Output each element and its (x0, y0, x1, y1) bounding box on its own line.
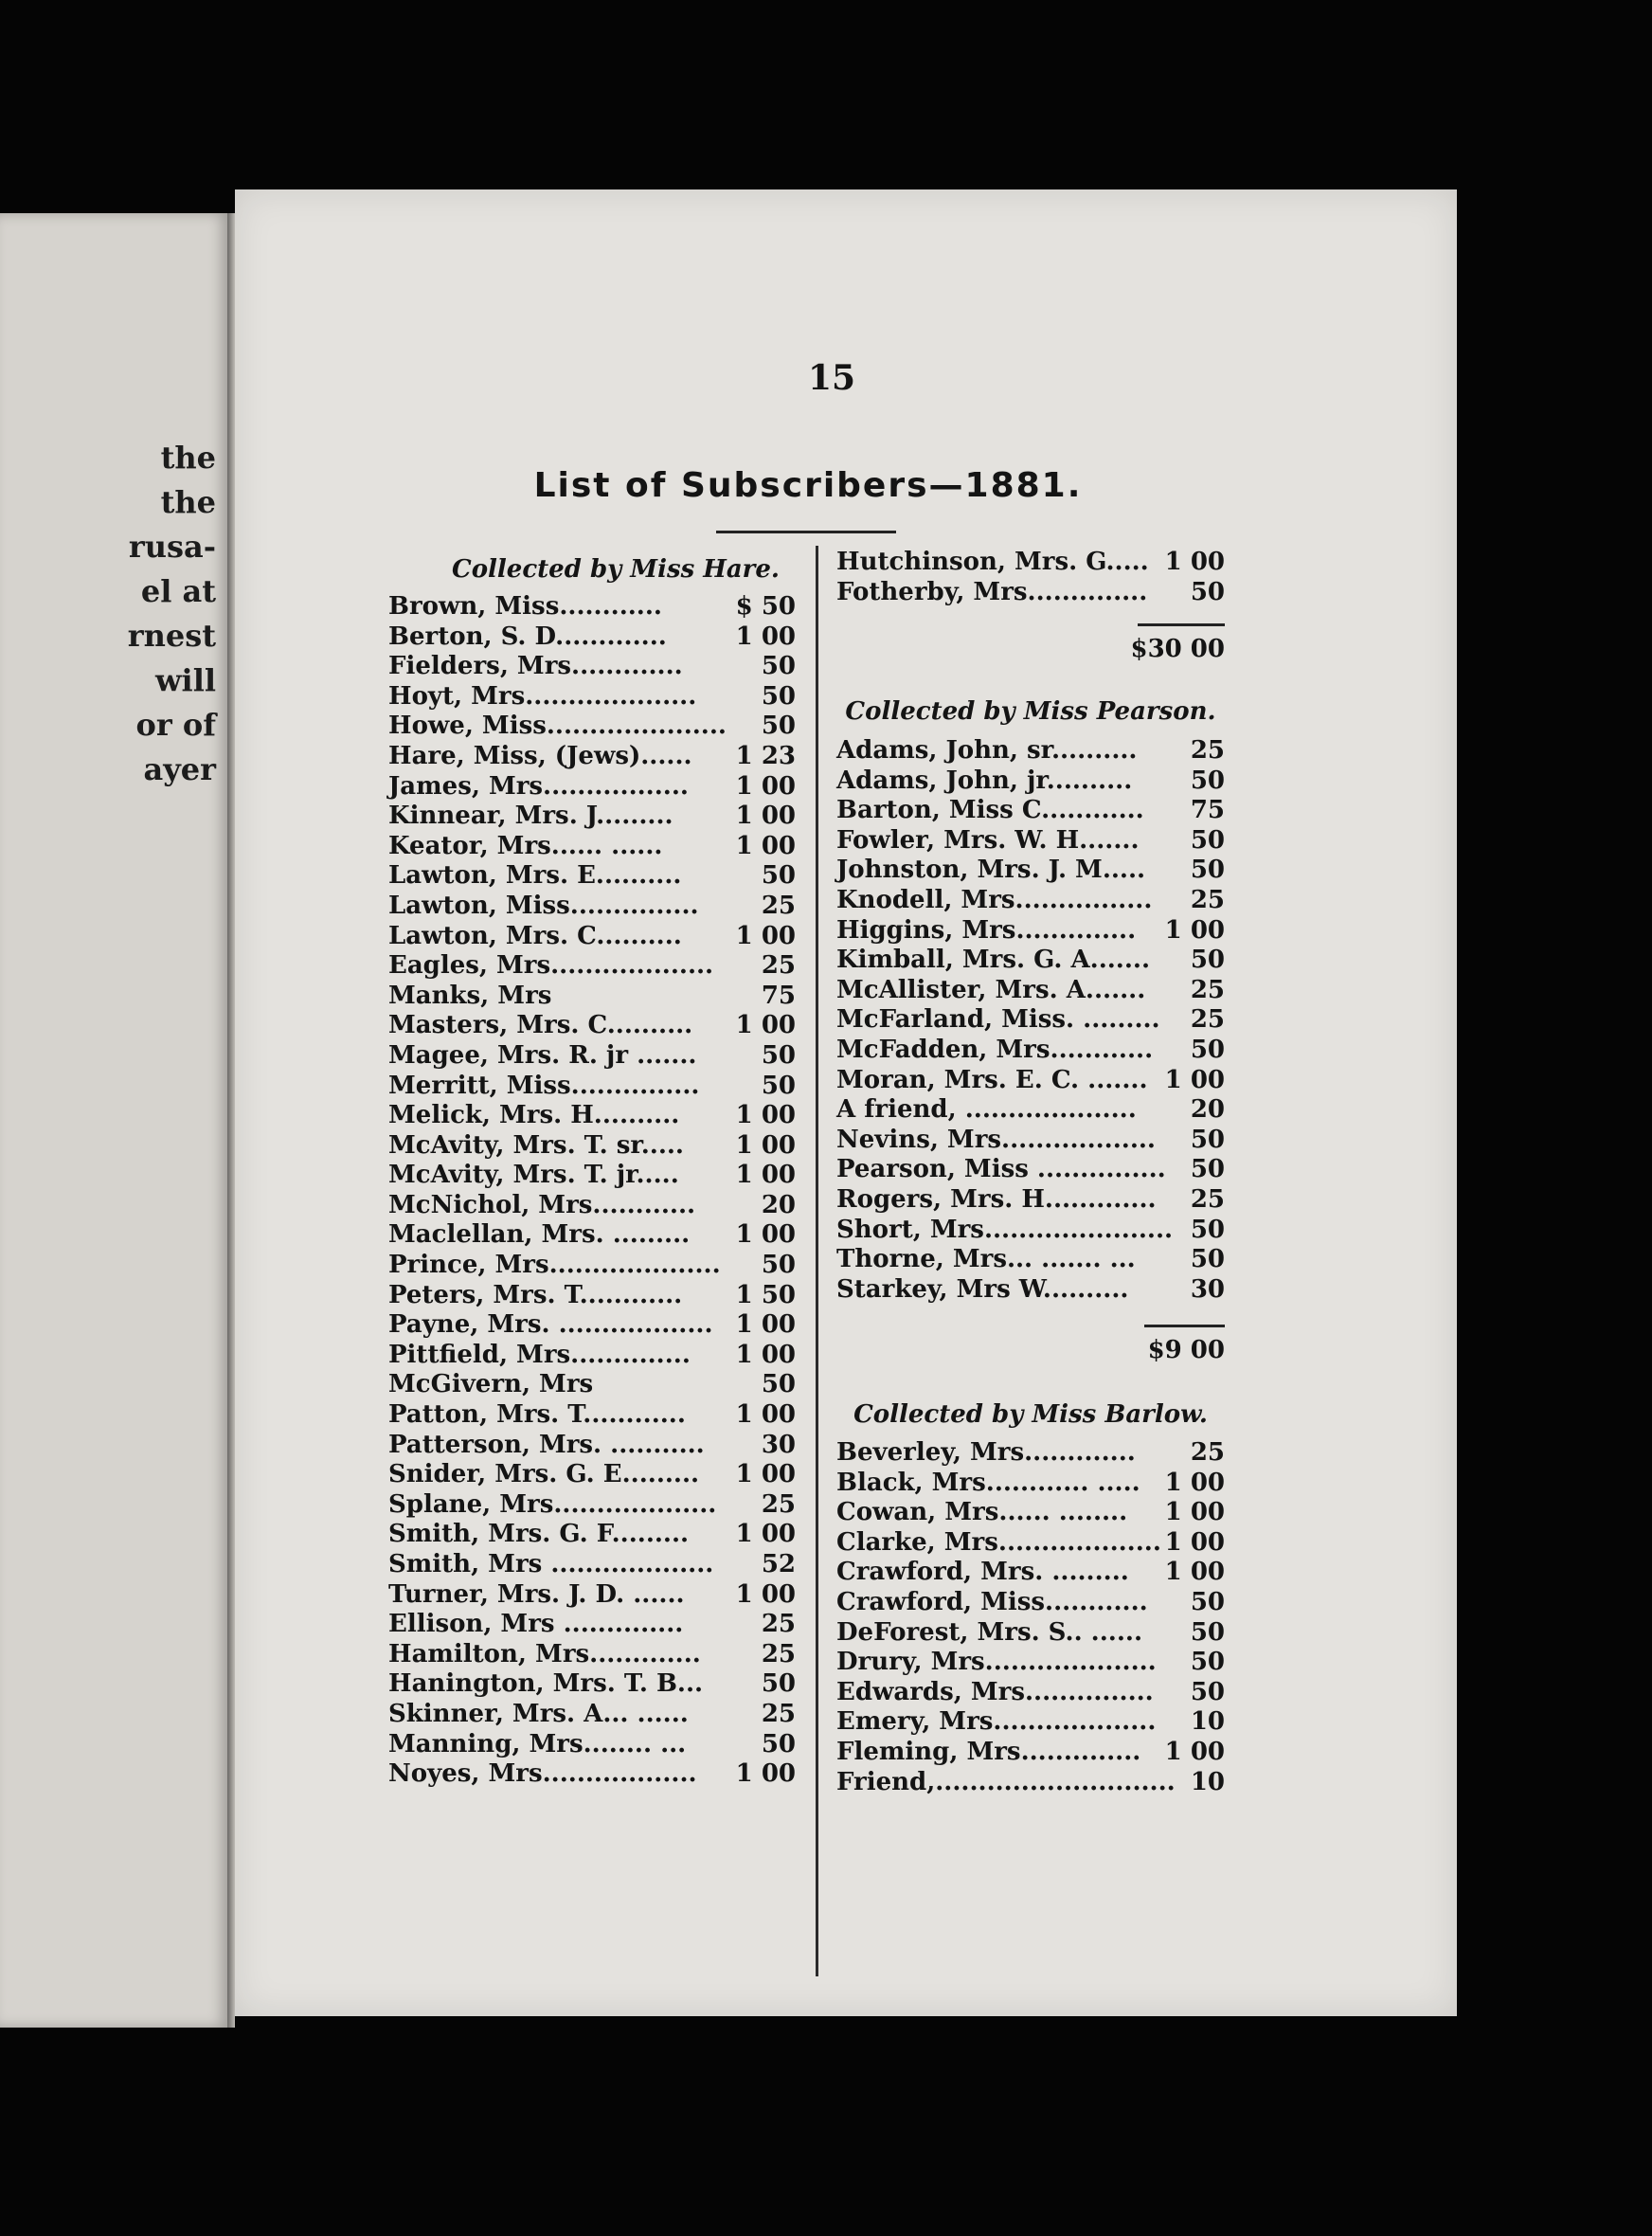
subscription-amount: 20 (761, 1190, 796, 1219)
subscriber-entry (388, 772, 796, 802)
subscriber-name: Johnston, Mrs. J. M..... (836, 856, 1146, 885)
subscriber-entry (388, 1041, 796, 1072)
subscriber-name: Hutchinson, Mrs. G..... (836, 548, 1149, 576)
subscriber-name: McAvity, Mrs. T. jr..... (388, 1161, 679, 1190)
subscriber-name: Higgins, Mrs.............. (836, 915, 1137, 945)
subscription-amount: 1 00 (735, 1011, 796, 1040)
subscriber-name: Adams, John, jr.......... (836, 766, 1133, 795)
subscriber-entry (388, 1101, 796, 1131)
subscriber-name: Fowler, Mrs. W. H....... (836, 825, 1140, 855)
page-title: List of Subscribers—1881. (533, 466, 1083, 505)
subscription-amount: 50 (761, 1669, 796, 1699)
subscriber-name: A friend, .................... (836, 1095, 1137, 1125)
right-page (235, 189, 1457, 2016)
subscription-amount: 1 00 (735, 622, 796, 651)
subscriber-name: Kinnear, Mrs. J......... (388, 802, 673, 831)
subscriber-entry (836, 856, 1225, 886)
subscription-amount: 50 (1190, 1245, 1225, 1274)
subscriber-name: Crawford, Mrs. ......... (836, 1558, 1129, 1587)
subscriber-name: Magee, Mrs. R. jr ....... (388, 1040, 697, 1070)
subscriber-name: Fleming, Mrs.............. (836, 1737, 1141, 1766)
pearson-total: $9 00 (1147, 1336, 1225, 1364)
subscriber-entry (388, 652, 796, 682)
subscriber-name: Thorne, Mrs... ....... ... (836, 1245, 1136, 1274)
subscription-amount: 1 00 (1164, 915, 1225, 945)
subscriber-name: Skinner, Mrs. A... ...... (388, 1699, 689, 1728)
subscriber-entry (388, 892, 796, 922)
left-line: the (160, 440, 216, 476)
subscriber-name: Short, Mrs...................... (836, 1215, 1174, 1244)
subscriber-entry (388, 1520, 796, 1550)
subscriber-name: Smith, Mrs. G. F......... (388, 1520, 690, 1549)
subscription-amount: 25 (761, 1699, 796, 1728)
subscriber-entry (388, 861, 796, 892)
subscription-amount: 50 (761, 1729, 796, 1758)
subscription-amount: 1 00 (735, 1130, 796, 1160)
subscriber-entry (836, 1648, 1225, 1678)
subscriber-name: Prince, Mrs.................... (388, 1251, 721, 1280)
subscriber-entry (836, 916, 1225, 947)
subscriber-name: Drury, Mrs.................... (836, 1648, 1157, 1677)
subscriber-entry (388, 1669, 796, 1700)
subscriber-entry (836, 1469, 1225, 1499)
subscription-amount: 1 00 (1164, 548, 1225, 576)
subscriber-entry (388, 1251, 796, 1281)
subscriber-entry (836, 578, 1225, 608)
subscriber-name: Payne, Mrs. .................. (388, 1310, 713, 1340)
subscription-amount: 1 00 (735, 831, 796, 860)
subscriber-entry (836, 886, 1225, 916)
subscriber-entry (836, 1768, 1225, 1798)
subscriber-name: McFadden, Mrs............ (836, 1035, 1154, 1064)
subscriber-name: Smith, Mrs ................... (388, 1550, 714, 1578)
subscription-amount: 50 (761, 1040, 796, 1070)
left-line: or of (135, 707, 216, 743)
subscriber-name: Melick, Mrs. H.......... (388, 1101, 680, 1130)
subscriber-entry (836, 1438, 1225, 1469)
subscription-amount: 25 (1190, 1184, 1225, 1214)
subscription-amount: 50 (1190, 946, 1225, 975)
subscriber-name: Keator, Mrs...... ...... (388, 831, 663, 860)
subscriber-entry (388, 1431, 796, 1461)
subscriber-name: Kimball, Mrs. G. A....... (836, 946, 1151, 975)
subscriber-entry (836, 976, 1225, 1006)
subscriber-name: McGivern, Mrs (388, 1370, 594, 1399)
subscriber-name: Emery, Mrs................... (836, 1707, 1157, 1737)
subscriber-name: Patterson, Mrs. ........... (388, 1430, 705, 1459)
subscriber-name: Hoyt, Mrs.................... (388, 681, 697, 711)
subscription-amount: 50 (1190, 825, 1225, 855)
subscription-amount: 1 00 (735, 1310, 796, 1340)
subscriber-entry (836, 796, 1225, 826)
left-line: el at (140, 573, 216, 609)
subscription-amount: 25 (761, 1489, 796, 1519)
subscriber-entry (388, 1400, 796, 1431)
subscriber-entry (388, 1730, 796, 1760)
subscriber-entry (836, 946, 1225, 976)
subscription-amount: 50 (1190, 1125, 1225, 1154)
subscriber-entry (836, 1707, 1225, 1738)
page-number: 15 (807, 358, 856, 398)
subscriber-name: Barton, Miss C............ (836, 796, 1144, 825)
subscriber-entry (836, 766, 1225, 797)
subscription-amount: 1 00 (1164, 1498, 1225, 1527)
subscription-amount: 1 00 (735, 1161, 796, 1190)
subscriber-name: Lawton, Miss............... (388, 891, 699, 920)
subscriber-entry (388, 1281, 796, 1311)
subscriber-name: Brown, Miss............ (388, 592, 662, 621)
subscriber-name: Clarke, Mrs................... (836, 1527, 1161, 1557)
subscriber-entry (388, 1460, 796, 1490)
barlow-heading: Collected by Miss Barlow. (853, 1400, 1208, 1429)
subscriber-name: Pearson, Miss ............... (836, 1155, 1166, 1184)
subscription-amount: 25 (761, 951, 796, 981)
subscription-amount: 25 (1190, 1438, 1225, 1467)
subscriber-entry (388, 982, 796, 1012)
subscription-amount: 20 (1190, 1095, 1225, 1125)
subscriber-entry (836, 1558, 1225, 1588)
subscription-amount: 1 00 (1164, 1468, 1225, 1497)
subscription-amount: 25 (1190, 736, 1225, 765)
subscriber-name: Crawford, Miss............ (836, 1587, 1148, 1616)
subscription-amount: 52 (761, 1550, 796, 1578)
subscriber-name: Peters, Mrs. T............ (388, 1280, 683, 1309)
subscription-amount: 50 (761, 652, 796, 681)
subscription-amount: 75 (1190, 796, 1225, 825)
subscription-amount: 75 (761, 981, 796, 1010)
hare-total: $30 00 (1130, 635, 1225, 663)
subscription-amount: 25 (761, 1610, 796, 1639)
subscription-amount: 1 00 (1164, 1527, 1225, 1557)
subscriber-name: McAvity, Mrs. T. sr..... (388, 1130, 684, 1160)
subscriber-name: Moran, Mrs. E. C. ....... (836, 1065, 1148, 1094)
subscription-amount: 1 00 (735, 802, 796, 831)
subscription-amount: 1 00 (735, 1460, 796, 1489)
subscriber-entry (836, 1275, 1225, 1306)
column-divider (816, 546, 818, 1976)
subscription-amount: 1 00 (735, 1340, 796, 1369)
pearson-heading: Collected by Miss Pearson. (845, 697, 1216, 726)
subscriber-entry (388, 1131, 796, 1162)
subscriber-entry (388, 802, 796, 832)
subscriber-name: Hanington, Mrs. T. B... (388, 1669, 704, 1699)
subscriber-name: Hare, Miss, (Jews)...... (388, 741, 692, 770)
subscriber-name: Adams, John, sr.......... (836, 736, 1138, 765)
subscription-amount: 1 00 (735, 1101, 796, 1130)
left-page (0, 213, 229, 2028)
subscriber-name: Manks, Mrs (388, 981, 552, 1010)
subscriber-name: Splane, Mrs................... (388, 1489, 717, 1519)
subscriber-name: Eagles, Mrs................... (388, 951, 714, 981)
subscriber-entry (836, 1678, 1225, 1708)
subscriber-name: Ellison, Mrs .............. (388, 1610, 684, 1639)
hare-heading: Collected by Miss Hare. (452, 555, 780, 584)
subscriber-name: Manning, Mrs........ ... (388, 1729, 687, 1758)
hare-total-rule (1138, 623, 1225, 626)
subscriber-name: Maclellan, Mrs. ......... (388, 1220, 691, 1250)
subscription-amount: 50 (761, 1071, 796, 1100)
subscription-amount: 1 23 (735, 741, 796, 770)
left-line: will (154, 662, 216, 698)
subscriber-entry (836, 1245, 1225, 1275)
subscriber-name: Noyes, Mrs.................. (388, 1759, 697, 1789)
left-page-text (128, 436, 216, 792)
subscriber-entry (836, 548, 1225, 578)
subscriber-entry (836, 1185, 1225, 1216)
subscriber-name: Rogers, Mrs. H............. (836, 1184, 1157, 1214)
subscriber-name: Lawton, Mrs. E.......... (388, 861, 682, 891)
subscriber-name: Black, Mrs............ ..... (836, 1468, 1140, 1497)
subscriber-name: Howe, Miss..................... (388, 712, 727, 741)
subscriber-name: James, Mrs................. (388, 771, 689, 801)
subscription-amount: 50 (761, 1370, 796, 1399)
subscriber-name: McAllister, Mrs. A....... (836, 975, 1146, 1004)
subscription-amount: 25 (761, 891, 796, 920)
subscriber-entry (836, 1155, 1225, 1185)
subscription-amount: 50 (1190, 1035, 1225, 1064)
subscriber-entry (836, 826, 1225, 857)
left-line: rnest (127, 618, 216, 654)
subscription-amount: 50 (761, 861, 796, 891)
subscriber-entry (388, 1011, 796, 1041)
subscriber-entry (388, 592, 796, 622)
subscriber-name: Pittfield, Mrs.............. (388, 1340, 691, 1369)
subscriber-entry (836, 1066, 1225, 1096)
subscription-amount: 25 (1190, 1005, 1225, 1035)
subscription-amount: 1 00 (1164, 1737, 1225, 1766)
pearson-list (836, 736, 1225, 1305)
subscriber-entry (388, 1072, 796, 1102)
subscription-amount: 1 00 (735, 1400, 796, 1430)
left-line: rusa- (128, 529, 216, 565)
subscriber-entry (388, 1310, 796, 1341)
title-rule (716, 531, 896, 533)
subscription-amount: 1 00 (735, 1579, 796, 1609)
barlow-list (836, 1438, 1225, 1797)
subscription-amount: 50 (1190, 856, 1225, 885)
subscriber-entry (836, 1528, 1225, 1559)
subscription-amount: 50 (1190, 1587, 1225, 1616)
subscriber-entry (388, 1580, 796, 1611)
subscriber-name: Starkey, Mrs W.......... (836, 1274, 1129, 1304)
subscriber-entry (388, 1490, 796, 1521)
subscription-amount: 50 (1190, 1648, 1225, 1677)
left-line: the (160, 484, 216, 520)
subscriber-name: Fielders, Mrs............. (388, 652, 683, 681)
subscriber-entry (388, 1220, 796, 1251)
subscriber-name: McNichol, Mrs............ (388, 1190, 696, 1219)
subscription-amount: 50 (761, 1251, 796, 1280)
subscriber-entry (388, 1759, 796, 1790)
subscriber-name: Cowan, Mrs...... ........ (836, 1498, 1128, 1527)
subscriber-name: Masters, Mrs. C.......... (388, 1011, 693, 1040)
subscription-amount: 50 (1190, 1617, 1225, 1647)
hare-continued-list (836, 548, 1225, 607)
pearson-total-rule (1144, 1325, 1225, 1327)
subscriber-entry (388, 682, 796, 712)
subscription-amount: 30 (761, 1430, 796, 1459)
subscriber-name: Snider, Mrs. G. E......... (388, 1460, 700, 1489)
subscription-amount: 1 00 (735, 771, 796, 801)
subscription-amount: 50 (1190, 577, 1225, 606)
subscription-amount: 25 (761, 1639, 796, 1668)
subscriber-entry (388, 1610, 796, 1640)
subscriber-entry (388, 951, 796, 982)
subscription-amount: 50 (1190, 766, 1225, 795)
subscriber-entry (836, 1738, 1225, 1768)
subscriber-entry (388, 1161, 796, 1191)
subscriber-name: Nevins, Mrs.................. (836, 1125, 1156, 1154)
subscription-amount: 10 (1190, 1707, 1225, 1737)
subscription-amount: 25 (1190, 885, 1225, 914)
subscription-amount: $ 50 (735, 592, 796, 621)
subscriber-entry (836, 1095, 1225, 1126)
subscriber-entry (388, 1341, 796, 1371)
left-line: ayer (143, 751, 216, 787)
subscriber-entry (836, 1498, 1225, 1528)
book-spine (227, 213, 235, 2028)
subscriber-name: Beverley, Mrs............. (836, 1438, 1136, 1467)
subscriber-name: DeForest, Mrs. S.. ...... (836, 1617, 1142, 1647)
subscriber-entry (836, 1036, 1225, 1066)
subscriber-entry (388, 1191, 796, 1221)
subscriber-name: Edwards, Mrs............... (836, 1677, 1154, 1706)
subscriber-entry (836, 1005, 1225, 1036)
subscription-amount: 50 (1190, 1677, 1225, 1706)
subscription-amount: 50 (761, 681, 796, 711)
subscriber-entry (836, 1618, 1225, 1649)
subscriber-name: Merritt, Miss............... (388, 1071, 700, 1100)
subscriber-entry (836, 736, 1225, 766)
subscription-amount: 25 (1190, 975, 1225, 1004)
subscription-amount: 10 (1190, 1767, 1225, 1796)
subscriber-entry (388, 712, 796, 742)
subscription-amount: 50 (1190, 1215, 1225, 1244)
subscriber-name: Friend,............................ (836, 1767, 1176, 1796)
subscriber-name: Patton, Mrs. T............ (388, 1400, 686, 1430)
subscription-amount: 50 (761, 712, 796, 741)
subscriber-entry (388, 742, 796, 772)
subscription-amount: 30 (1190, 1274, 1225, 1304)
subscriber-entry (388, 1550, 796, 1580)
subscriber-entry (836, 1126, 1225, 1156)
subscription-amount: 50 (1190, 1155, 1225, 1184)
subscriber-entry (388, 622, 796, 653)
subscriber-name: Turner, Mrs. J. D. ...... (388, 1579, 685, 1609)
subscription-amount: 1 50 (735, 1280, 796, 1309)
subscription-amount: 1 00 (735, 921, 796, 950)
subscriber-entry (836, 1216, 1225, 1246)
subscriber-entry (388, 832, 796, 862)
subscriber-name: Fotherby, Mrs.............. (836, 577, 1148, 606)
subscriber-name: McFarland, Miss. ......... (836, 1005, 1160, 1035)
subscriber-entry (388, 1640, 796, 1670)
subscriber-name: Lawton, Mrs. C.......... (388, 921, 682, 950)
subscriber-name: Berton, S. D............. (388, 622, 667, 651)
subscription-amount: 1 00 (1164, 1065, 1225, 1094)
subscriber-entry (836, 1588, 1225, 1618)
subscriber-entry (388, 1370, 796, 1400)
subscriber-entry (388, 922, 796, 952)
subscription-amount: 1 00 (735, 1520, 796, 1549)
subscriber-name: Knodell, Mrs................ (836, 885, 1153, 914)
subscription-amount: 1 00 (1164, 1558, 1225, 1587)
subscription-amount: 1 00 (735, 1759, 796, 1789)
hare-list (388, 592, 796, 1790)
subscriber-name: Hamilton, Mrs............. (388, 1639, 701, 1668)
subscription-amount: 1 00 (735, 1220, 796, 1250)
subscriber-entry (388, 1700, 796, 1730)
